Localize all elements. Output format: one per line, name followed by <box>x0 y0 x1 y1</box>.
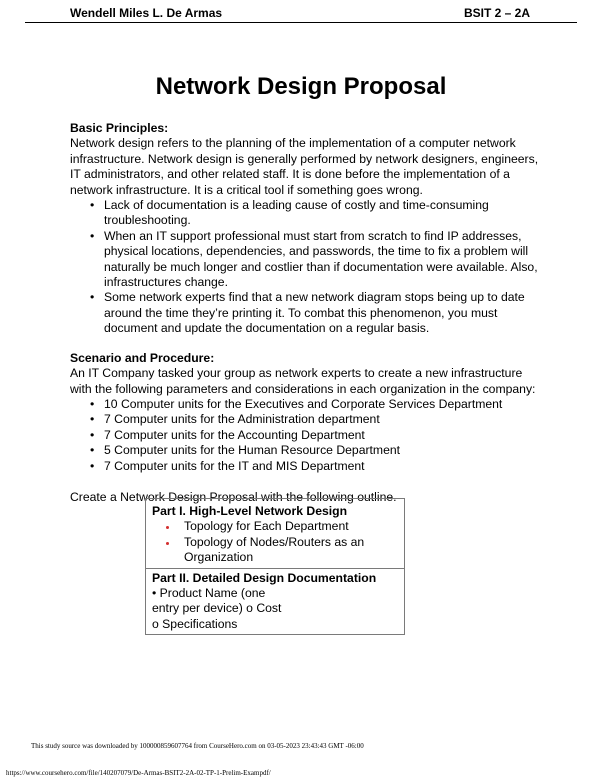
section-label: BSIT 2 – 2A <box>464 6 531 20</box>
part1-list <box>152 519 398 565</box>
basic-principles-paragraph: Network design refers to the planning of the implementation of a computer network infrastructure. Network design is generally performed by network designers, engineers, IT administrators, and other related staff. It is done before the implementation of a network infrastructure. It is a critical tool if something goes wrong. <box>70 136 539 197</box>
basic-principles-heading: Basic Principles: <box>70 121 169 135</box>
list-item: • Some network experts find that a new network diagram stops being up to date around the time they’re printing it. To combat this phenomenon, you must document and update the documentation on a regular basis. <box>70 290 540 336</box>
list-item: • 7 Computer units for the Administration department <box>70 412 540 427</box>
scenario-heading: Scenario and Procedure: <box>70 350 215 365</box>
list-item: • Lack of documentation is a leading cause of costly and time-consuming troubleshooting. <box>70 198 540 229</box>
download-notice: This study source was downloaded by 100000859607764 from CourseHero.com on 03-05-2023 23:43:43 GMT -06:00 <box>31 742 364 750</box>
list-item: • 7 Computer units for the Accounting Department <box>70 428 540 443</box>
outline-part1 <box>146 499 404 569</box>
list-item: Topology for Each Department <box>152 519 398 534</box>
author-name: Wendell Miles L. De Armas <box>70 6 223 20</box>
scenario-paragraph: An IT Company tasked your group as network experts to create a new infrastructure with the following parameters and considerations in each organization in the company: <box>70 366 536 396</box>
outline-intro: Create a Network Design Proposal with the following outline. <box>70 489 397 504</box>
part2-heading: Part II. Detailed Design Documentation <box>152 570 377 585</box>
page-header <box>0 0 602 24</box>
source-url: https://www.coursehero.com/file/140207079/De-Armas-BSIT2-2A-02-TP-1-Prelim-Exampdf/ <box>6 769 271 777</box>
list-item: • When an IT support professional must start from scratch to find IP addresses, physical locations, dependencies, and passwords, the time to fix a problem will naturally be much longer and costlier than if documentation were available. Also, infrastructures change. <box>70 229 540 291</box>
document-title: Network Design Proposal <box>155 73 447 100</box>
part2-text: • Product Name (one entry per device) o Cost o Specifications <box>152 586 282 631</box>
list-item: • 5 Computer units for the Human Resource Department <box>70 443 540 458</box>
scenario-list <box>70 397 540 474</box>
basic-principles-list <box>70 198 540 337</box>
part1-heading: Part I. High-Level Network Design <box>152 504 348 518</box>
outline-table <box>145 498 405 635</box>
outline-part2 <box>146 569 404 635</box>
document-body <box>70 121 540 505</box>
list-item: • 7 Computer units for the IT and MIS Department <box>70 459 540 474</box>
list-item: • 10 Computer units for the Executives and Corporate Services Department <box>70 397 540 412</box>
header-divider <box>25 22 577 23</box>
list-item: Topology of Nodes/Routers as an Organization <box>152 535 398 566</box>
